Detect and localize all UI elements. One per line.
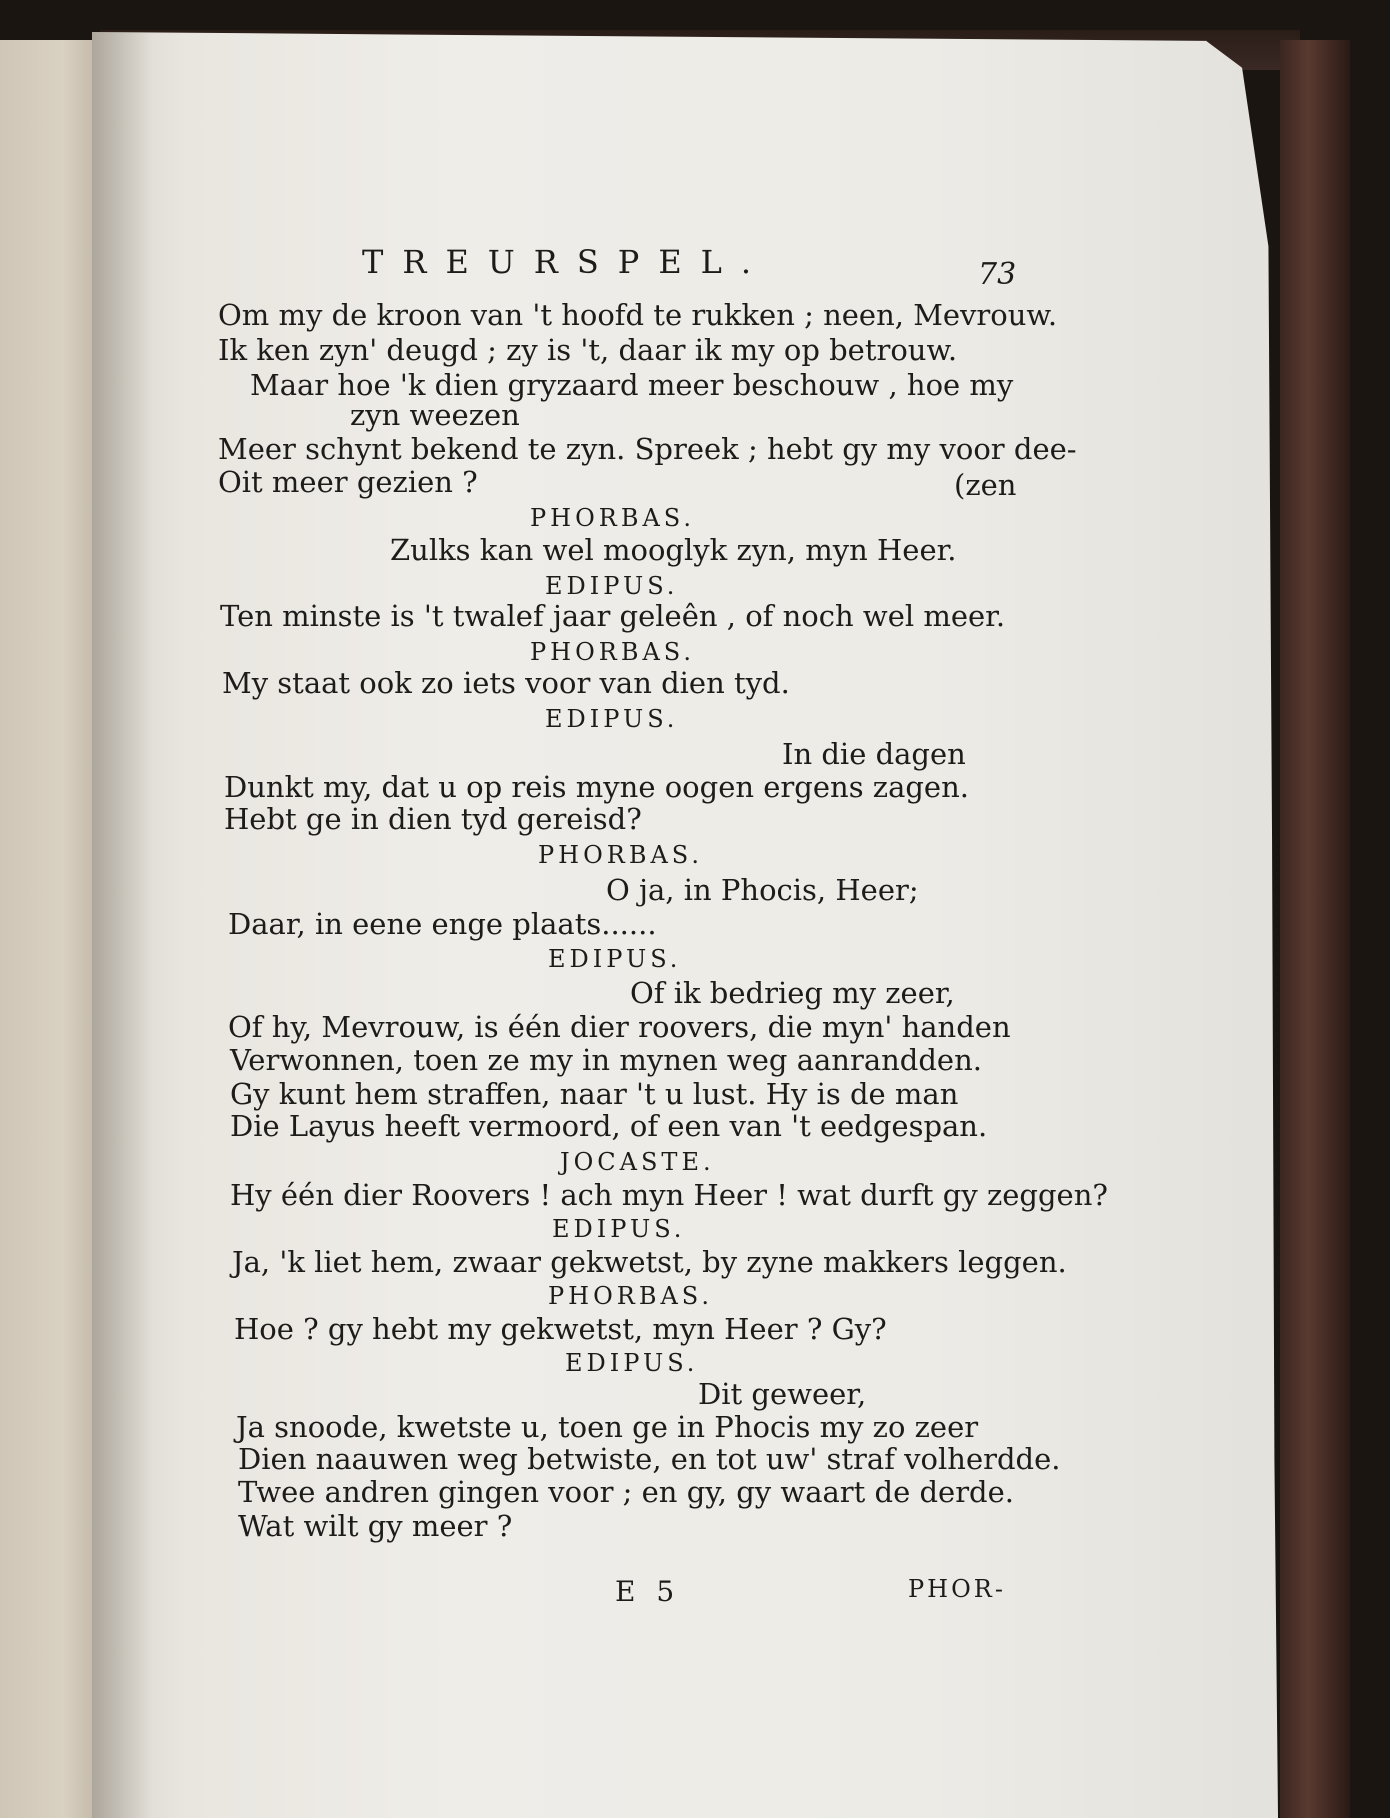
verse-line: Gy kunt hem straffen, naar 't u lust. Hy is de man [230,1077,959,1111]
speaker-name: EDIPUS. [565,1349,699,1377]
catchword: PHOR- [908,1575,1006,1603]
verse-line: My staat ook zo iets voor van dien tyd. [222,666,790,700]
verse-line: Verwonnen, toen ze my in mynen weg aanrandden. [230,1043,982,1077]
verse-line: Ja, 'k liet hem, zwaar gekwetst, by zyne makkers leggen. [232,1245,1067,1279]
verse-line: Daar, in eene enge plaats...... [228,907,657,941]
book-binding-edge [1280,40,1350,1818]
page-number: 73 [978,257,1017,292]
verse-line: Meer schynt bekend te zyn. Spreek ; hebt gy my voor dee- [218,432,1077,466]
speaker-name: JOCASTE. [560,1148,715,1176]
speaker-name: PHORBAS. [548,1282,714,1310]
speaker-name: EDIPUS. [552,1215,686,1243]
verse-line: Of hy, Mevrouw, is één dier roovers, die myn' handen [228,1010,1011,1044]
verse-line: In die dagen [782,737,966,771]
verse-line: Dien naauwen weg betwiste, en tot uw' straf volherdde. [238,1442,1061,1476]
verse-line: Om my de kroon van 't hoofd te rukken ; neen, Mevrouw. [218,298,1058,332]
speaker-name: PHORBAS. [530,638,696,666]
verse-line: O ja, in Phocis, Heer; [606,873,919,907]
verse-line: Dit geweer, [698,1377,867,1411]
speaker-name: PHORBAS. [538,841,704,869]
verse-line: Ja snoode, kwetste u, toen ge in Phocis my zo zeer [236,1410,979,1444]
verse-line: Twee andren gingen voor ; en gy, gy waart de derde. [238,1475,1015,1509]
signature-mark: E 5 [615,1575,681,1608]
speaker-name: EDIPUS. [548,945,682,973]
speaker-name: EDIPUS. [545,705,679,733]
verse-line: Hoe ? gy hebt my gekwetst, myn Heer ? Gy? [234,1312,887,1346]
gutter-shadow [92,32,152,1818]
verse-line: Die Layus heeft vermoord, of een van 't eedgespan. [230,1109,988,1143]
left-page-edge [0,40,107,1818]
verse-line: Hy één dier Roovers ! ach myn Heer ! wat durft gy zeggen? [230,1178,1108,1212]
verse-line: Dunkt my, dat u op reis myne oogen ergens zagen. [224,770,969,804]
verse-line: Wat wilt gy meer ? [238,1509,513,1543]
speaker-name: PHORBAS. [530,504,696,532]
verse-line: zyn weezen [350,398,520,432]
verse-line: Of ik bedrieg my zeer, [630,976,955,1010]
running-head: TREURSPEL. [362,243,771,281]
speaker-name: EDIPUS. [545,572,679,600]
verse-line: Maar hoe 'k dien gryzaard meer beschouw , hoe my [250,368,1014,402]
verse-line: Oit meer gezien ? [218,465,478,499]
verse-line: Zulks kan wel mooglyk zyn, myn Heer. [390,533,957,567]
verse-line: Ten minste is 't twalef jaar geleên , of noch wel meer. [220,599,1006,633]
verse-line: (zen [954,468,1017,502]
verse-line: Ik ken zyn' deugd ; zy is 't, daar ik my op betrouw. [218,333,958,367]
verse-line: Hebt ge in dien tyd gereisd? [224,802,642,836]
